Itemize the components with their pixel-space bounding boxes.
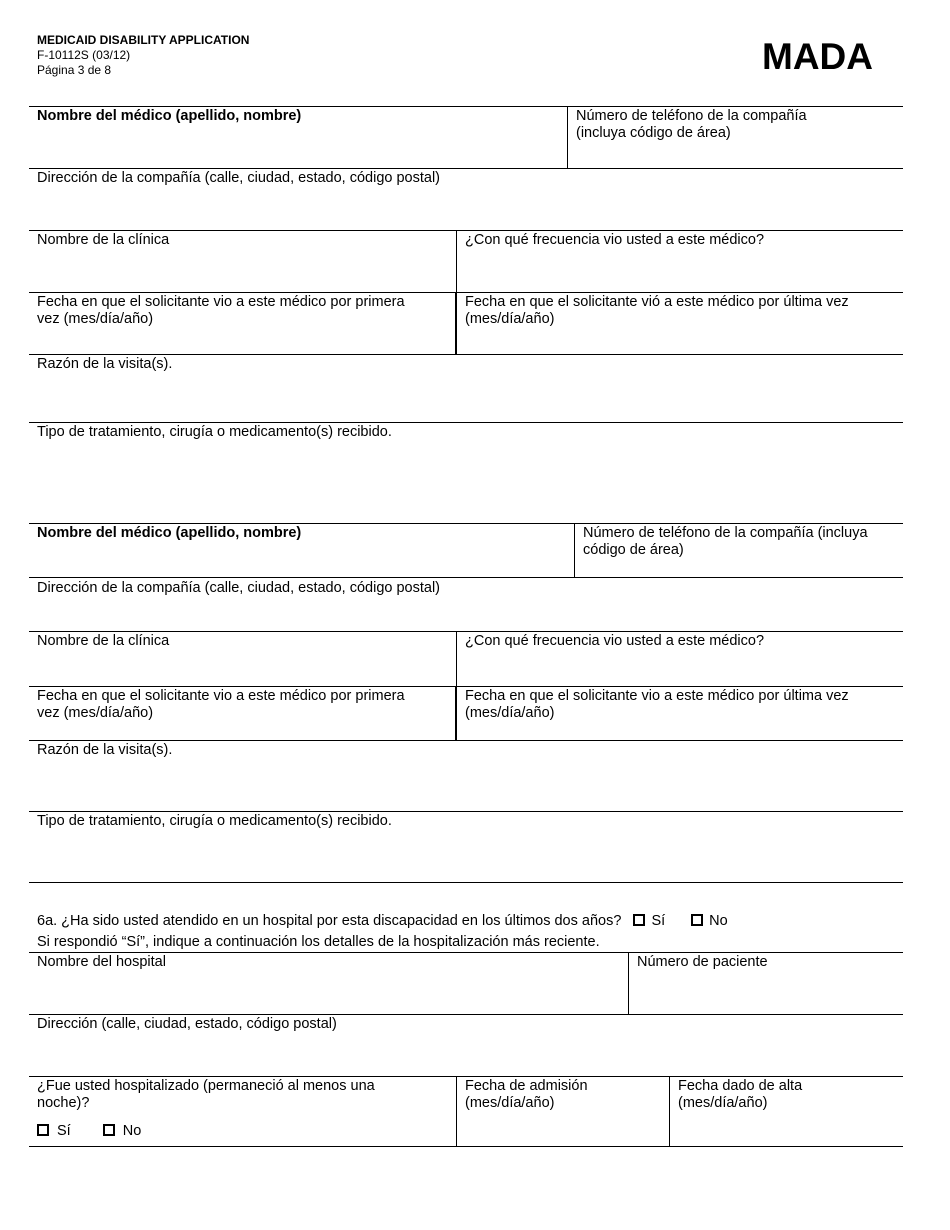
physician1-last-visit-label: Fecha en que el solicitante vió a este médico por última vez (mes/día/año) bbox=[465, 294, 849, 327]
divider bbox=[29, 740, 903, 741]
hospital-question bbox=[37, 913, 728, 930]
page-number: Página 3 de 8 bbox=[37, 63, 112, 77]
divider bbox=[29, 422, 903, 423]
divider bbox=[29, 230, 903, 231]
physician2-phone-label: Número de teléfono de la compañía (incluya código de área) bbox=[583, 525, 868, 558]
divider bbox=[29, 811, 903, 812]
divider bbox=[29, 1014, 903, 1015]
divider bbox=[455, 686, 457, 740]
overnight-options bbox=[37, 1123, 141, 1140]
physician1-reason-label: Razón de la visita(s). bbox=[37, 356, 173, 372]
physician2-treatment-label: Tipo de tratamiento, cirugía o medicamento(s) recibido. bbox=[37, 813, 392, 829]
divider bbox=[456, 631, 457, 686]
hospital-yes-label: Sí bbox=[651, 913, 666, 929]
divider bbox=[29, 631, 903, 632]
hospital-name-label: Nombre del hospital bbox=[37, 954, 166, 970]
hospital-no-checkbox[interactable] bbox=[691, 914, 703, 926]
form-number: F-10112S (03/12) bbox=[37, 48, 131, 62]
divider bbox=[456, 1076, 457, 1146]
divider bbox=[29, 1146, 903, 1147]
hospital-no-label: No bbox=[709, 913, 728, 929]
form-acronym: MADA bbox=[762, 36, 873, 77]
hospital-yes-checkbox[interactable] bbox=[633, 914, 645, 926]
physician2-reason-label: Razón de la visita(s). bbox=[37, 742, 173, 758]
physician1-phone-label: Número de teléfono de la compañía (incluya código de área) bbox=[576, 108, 807, 141]
divider bbox=[29, 686, 903, 687]
divider bbox=[29, 354, 903, 355]
divider bbox=[455, 292, 457, 354]
divider bbox=[29, 1076, 903, 1077]
hospital-instruction: Si respondió “Sí”, indique a continuación los detalles de la hospitalización más reciente. bbox=[37, 934, 600, 950]
divider bbox=[29, 577, 903, 578]
overnight-yes-checkbox[interactable] bbox=[37, 1124, 49, 1136]
divider bbox=[29, 882, 903, 883]
divider bbox=[29, 952, 903, 953]
divider bbox=[567, 106, 568, 168]
physician2-clinic-label: Nombre de la clínica bbox=[37, 633, 170, 649]
physician2-first-visit-label: Fecha en que el solicitante vio a este médico por primera vez (mes/día/año) bbox=[37, 688, 405, 721]
divider bbox=[29, 523, 903, 524]
admission-date-label: Fecha de admisión (mes/día/año) bbox=[465, 1078, 588, 1111]
hospital-question-text: 6a. ¿Ha sido usted atendido en un hospital por esta discapacidad en los últimos dos años? bbox=[37, 913, 622, 929]
divider bbox=[628, 952, 629, 1014]
divider bbox=[456, 230, 457, 292]
divider bbox=[574, 523, 575, 577]
overnight-question: ¿Fue usted hospitalizado (permaneció al menos una noche)? bbox=[37, 1078, 375, 1111]
physician2-frequency-label: ¿Con qué frecuencia vio usted a este médico? bbox=[465, 633, 765, 649]
overnight-yes-label: Sí bbox=[57, 1123, 71, 1139]
overnight-no-checkbox[interactable] bbox=[103, 1124, 115, 1136]
physician1-address-label: Dirección de la compañía (calle, ciudad, estado, código postal) bbox=[37, 170, 441, 186]
discharge-date-label: Fecha dado de alta (mes/día/año) bbox=[678, 1078, 803, 1111]
hospital-address-label: Dirección (calle, ciudad, estado, código postal) bbox=[37, 1016, 337, 1032]
patient-number-label: Número de paciente bbox=[637, 954, 768, 970]
divider bbox=[669, 1076, 670, 1146]
physician1-clinic-label: Nombre de la clínica bbox=[37, 232, 170, 248]
divider bbox=[29, 168, 903, 169]
physician1-name-label: Nombre del médico (apellido, nombre) bbox=[37, 108, 302, 124]
divider bbox=[29, 106, 903, 107]
divider bbox=[29, 292, 903, 293]
physician1-first-visit-label: Fecha en que el solicitante vio a este médico por primera vez (mes/día/año) bbox=[37, 294, 405, 327]
physician2-last-visit-label: Fecha en que el solicitante vio a este médico por última vez (mes/día/año) bbox=[465, 688, 849, 721]
form-title: MEDICAID DISABILITY APPLICATION bbox=[37, 33, 250, 47]
physician2-name-label: Nombre del médico (apellido, nombre) bbox=[37, 525, 302, 541]
physician2-address-label: Dirección de la compañía (calle, ciudad, estado, código postal) bbox=[37, 580, 441, 596]
physician1-treatment-label: Tipo de tratamiento, cirugía o medicamento(s) recibido. bbox=[37, 424, 392, 440]
overnight-no-label: No bbox=[122, 1123, 142, 1139]
form-meta bbox=[37, 48, 130, 78]
physician1-frequency-label: ¿Con qué frecuencia vio usted a este médico? bbox=[465, 232, 765, 248]
